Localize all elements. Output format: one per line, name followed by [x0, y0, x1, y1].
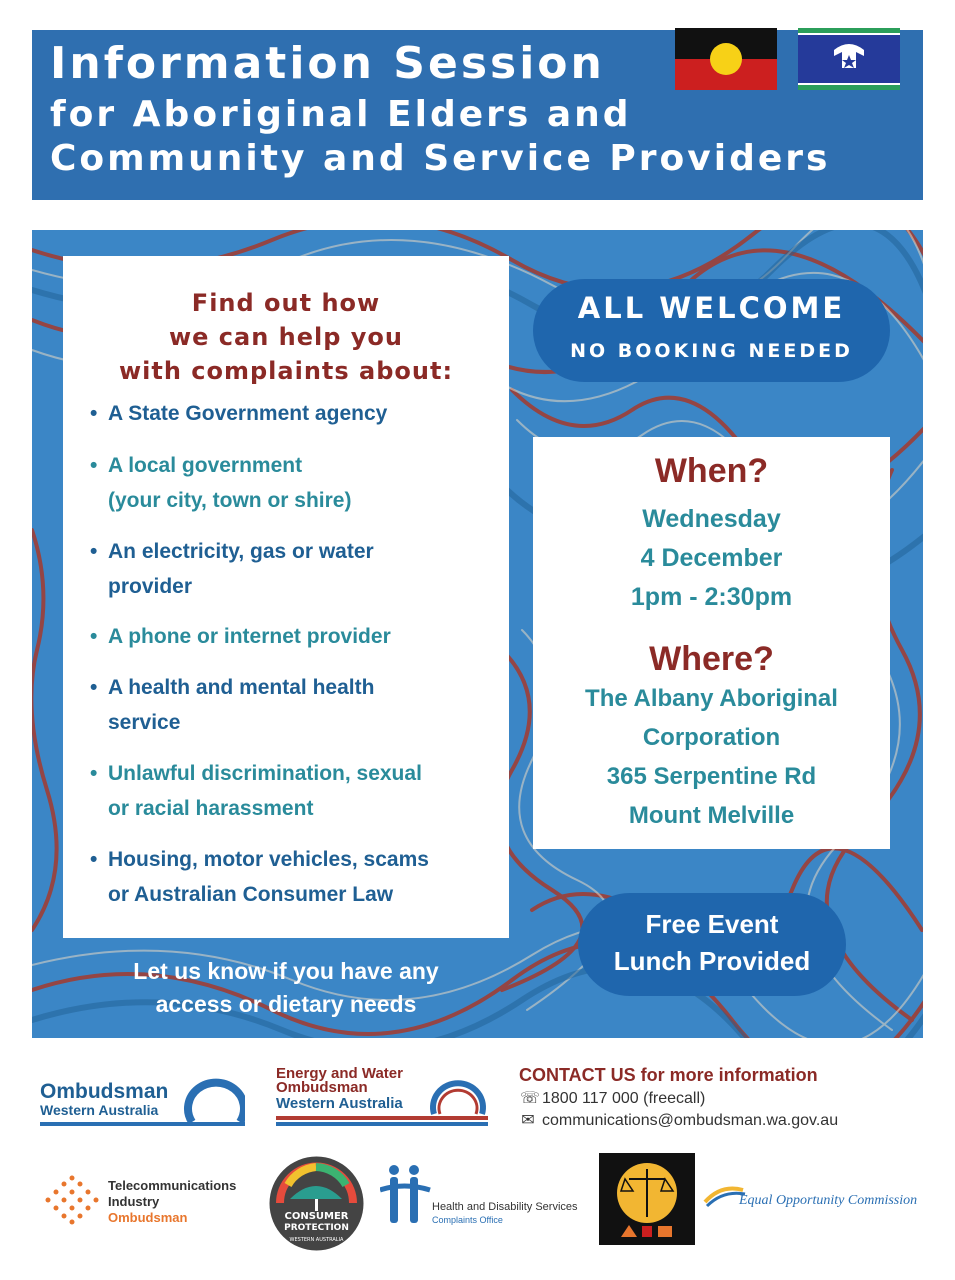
intro-line-1: Find out how	[191, 289, 381, 317]
event-date: 4 December	[640, 544, 783, 572]
tio-logo-line-1: Telecommunications	[108, 1178, 237, 1193]
bullet-dot: •	[90, 676, 98, 699]
event-day: Wednesday	[642, 505, 781, 533]
bullet-text: Unlawful discrimination, sexual or racial harassment	[108, 762, 422, 820]
hads-logo-line-1: Health and Disability Services	[432, 1201, 578, 1213]
bullet-text: Housing, motor vehicles, scams or Australian Consumer Law	[108, 848, 429, 906]
all-welcome-text: ALL WELCOME	[577, 291, 846, 325]
bullet-text: A phone or internet provider	[108, 625, 391, 648]
health-disability-services-logo	[380, 1160, 590, 1230]
bullet-dot: •	[90, 625, 98, 648]
bullet-text: A State Government agency	[108, 402, 388, 425]
venue-line-2: Corporation	[642, 724, 781, 751]
aboriginal-flag-icon	[675, 28, 777, 90]
title-line-2: for Aboriginal Elders and	[50, 94, 632, 135]
bullet-dot: •	[90, 762, 98, 785]
bullet-health-service	[90, 670, 500, 740]
free-event-text: Free Event	[645, 909, 779, 939]
access-line-2: access or dietary needs	[155, 991, 417, 1017]
eoc-logo-text: Equal Opportunity Commission	[739, 1193, 918, 1208]
cp-logo-line-1: CONSUMER	[284, 1211, 349, 1222]
bullet-text: An electricity, gas or water provider	[108, 540, 374, 598]
tio-logo-line-3: Ombudsman	[108, 1210, 188, 1225]
venue-address: 365 Serpentine Rd	[606, 763, 817, 790]
tio-logo-line-2: Industry	[108, 1194, 160, 1209]
bullet-text: A local government (your city, town or shire)	[108, 454, 352, 512]
ombudsman-logo-line-1: Ombudsman	[40, 1080, 169, 1103]
ewo-logo-line-2: Ombudsman	[276, 1079, 368, 1096]
when-heading: When?	[654, 452, 769, 490]
intro-text	[63, 286, 509, 388]
aboriginal-legal-service-logo	[599, 1153, 695, 1245]
bullet-dot: •	[90, 848, 98, 871]
contact-phone-number[interactable]: 1800 117 000 (freecall)	[542, 1090, 706, 1107]
event-time: 1pm - 2:30pm	[630, 583, 793, 611]
consumer-protection-logo	[268, 1155, 365, 1252]
contact-email-row	[520, 1110, 838, 1130]
energy-water-ombudsman-logo	[276, 1062, 488, 1130]
equal-opportunity-commission-logo	[703, 1180, 923, 1215]
venue-line-1: The Albany Aboriginal	[585, 685, 838, 712]
bullet-utility-provider	[90, 534, 500, 604]
bullet-dot: •	[90, 454, 98, 477]
bullet-dot: •	[90, 402, 98, 425]
bullet-text: A health and mental health service	[108, 676, 375, 734]
access-line-1: Let us know if you have any	[133, 958, 439, 984]
where-heading: Where?	[649, 640, 774, 678]
telecommunications-ombudsman-logo	[38, 1170, 253, 1228]
bullet-consumer-law	[90, 842, 500, 912]
bullet-local-government	[90, 448, 500, 518]
ombudsman-wa-logo	[40, 1068, 245, 1130]
no-booking-text: NO BOOKING NEEDED	[570, 340, 853, 362]
cp-logo-line-3: WESTERN AUSTRALIA	[289, 1237, 344, 1243]
bullet-phone-internet	[90, 619, 500, 654]
hads-logo-line-2: Complaints Office	[432, 1215, 503, 1225]
lunch-provided-text: Lunch Provided	[613, 946, 811, 976]
ewo-logo-line-1: Energy and Water	[276, 1065, 403, 1082]
intro-line-2: we can help you	[168, 323, 403, 351]
intro-line-3: with complaints about:	[118, 357, 454, 385]
phone-icon: ☏	[520, 1090, 541, 1107]
venue-suburb: Mount Melville	[628, 802, 795, 829]
access-needs-note	[63, 955, 509, 1021]
contact-email-address[interactable]: communications@ombudsman.wa.gov.au	[542, 1112, 839, 1129]
bullet-discrimination	[90, 756, 500, 826]
cp-logo-line-2: PROTECTION	[284, 1223, 349, 1233]
torres-strait-flag-icon	[798, 28, 900, 90]
title-line-3: Community and Service Providers	[50, 138, 831, 179]
bullet-state-government	[90, 396, 500, 431]
title-line-1: Information Session	[50, 38, 605, 89]
email-icon: ✉	[521, 1112, 535, 1129]
contact-heading: CONTACT US for more information	[519, 1065, 818, 1085]
contact-phone-row	[520, 1088, 705, 1108]
header-banner	[32, 30, 923, 200]
ombudsman-logo-line-2: Western Australia	[40, 1102, 159, 1118]
bullet-dot: •	[90, 540, 98, 563]
ewo-logo-line-3: Western Australia	[276, 1095, 403, 1112]
